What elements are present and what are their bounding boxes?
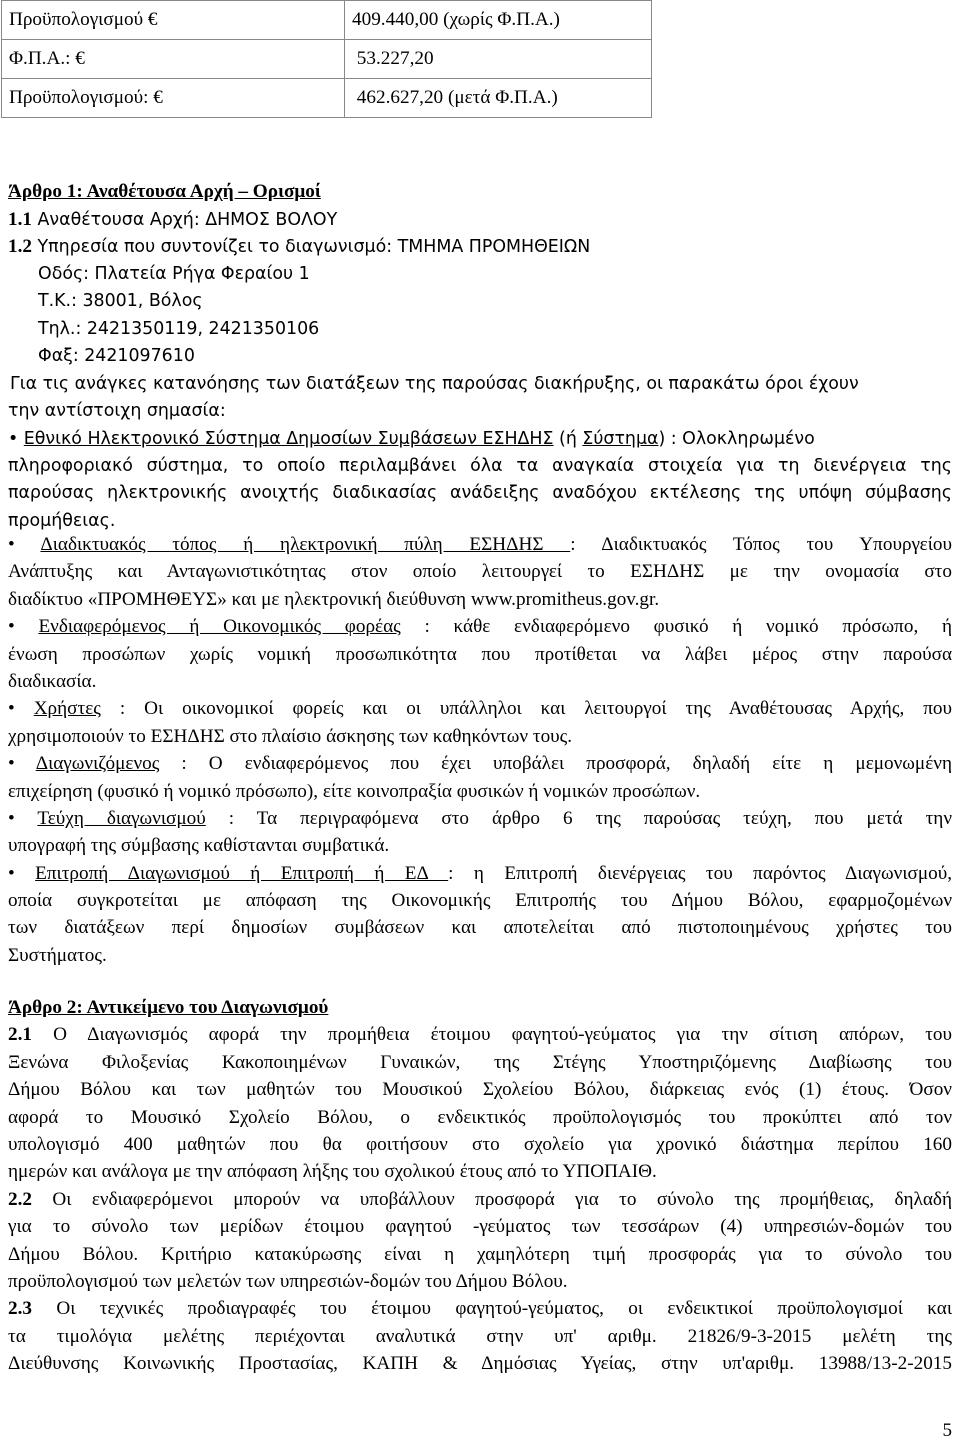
definition-text: ) : Ολοκληρωμένο <box>658 428 815 449</box>
paragraph-text: Ο Διαγωνισμός αφορά την προμήθεια έτοιμου φαγητού-γεύματος για την σίτιση απόρων, του <box>31 1024 952 1046</box>
definition-text: των διατάξεων περί δημοσίων συμβάσεων και αποτελείται από πιστοποιημένους χρήστες του <box>8 917 952 939</box>
paragraph-text: Οι ενδιαφερόμενοι μπορούν να υποβάλλουν προσφορά για το σύνολο της προμήθειας, δηλαδή <box>31 1188 952 1210</box>
definitions-intro: Για τις ανάγκες κατανόησης των διατάξεων της παρούσας διακήρυξης, οι παρακάτω όροι έχουν <box>10 373 859 394</box>
budget-value: 409.440,00 (χωρίς Φ.Π.Α.) <box>345 1 652 40</box>
definition-bidder <box>8 750 952 777</box>
definition-docs <box>8 805 952 832</box>
definition-text: : κάθε ενδιαφερόμενο φυσικό ή νομικό πρόσωπο, ή <box>400 616 952 638</box>
coordinating-service: 1.2 Υπηρεσία που συντονίζει το διαγωνισμό: ΤΜΗΜΑ ΠΡΟΜΗΘΕΙΩΝ <box>8 236 591 257</box>
definitions-intro-cont: την αντίστοιχη σημασία: <box>8 401 226 421</box>
definition-text: διαδικασία. <box>8 670 97 692</box>
paragraph-text: αφορά το Μουσικό Σχολείο Βόλου, ο ενδεικτικός προϋπολογισμός του προκύπτει από τον <box>8 1106 952 1128</box>
paragraph-number: 2.1 <box>8 1024 32 1046</box>
budget-label: Προϋπολογισμού: € <box>2 79 345 118</box>
postal-code: Τ.Κ.: 38001, Βόλος <box>38 291 203 311</box>
budget-value: 462.627,20 (μετά Φ.Π.Α.) <box>345 79 652 118</box>
budget-table <box>1 0 652 118</box>
paragraph-text: Δήμου Βόλου. Κριτήριο κατακύρωσης είναι η χαμηλότερη τιμή προσφοράς για το σύνολο του <box>8 1243 952 1265</box>
budget-row <box>2 40 652 79</box>
definition-text: πληροφοριακό σύστημα, το οποίο περιλαμβάνει όλα τα αναγκαία στοιχεία για τη διενέργεια της <box>8 456 952 476</box>
definition-text: : Οι οικονομικοί φορείς και οι υπάλληλοι και λειτουργοί της Αναθέτουσας Αρχής, που <box>100 698 952 720</box>
definition-text: : Ο ενδιαφερόμενος που έχει υποβάλει προσφορά, δηλαδή είτε η μεμονωμένη <box>159 753 952 775</box>
bullet: • <box>8 862 15 884</box>
budget-row <box>2 1 652 40</box>
bullet: • <box>8 534 15 555</box>
definition-esidis <box>8 426 952 454</box>
definition-text: Ανάπτυξης και Ανταγωνιστικότητας στον οποίο λειτουργεί το ΕΣΗΔΗΣ με την ονομασία στο <box>8 561 952 583</box>
definition-text: παρούσας ηλεκτρονικής ανοιχτής διαδικασίας ανάδειξης αναδόχου εκτέλεσης της υπόψη σύμβασης <box>8 483 952 504</box>
fax: Φαξ: 2421097610 <box>38 346 195 366</box>
paragraph-text: υπολογισμό 400 μαθητών που θα φοιτήσουν στο σχολείο για χρονικό διάστημα περίπου 160 <box>8 1133 952 1155</box>
definition-text: ένωση προσώπων χωρίς νομική προσωπικότητα που προτίθεται να λάβει μέρος στην παρούσα <box>8 643 952 665</box>
bullet: • <box>8 753 15 775</box>
paragraph-2-1 <box>8 1021 952 1048</box>
definition-text: προμήθειας. <box>8 510 116 531</box>
article1-header <box>8 178 952 535</box>
page-number: 5 <box>942 1420 952 1441</box>
definition-term: Τεύχη διαγωνισμού <box>37 807 206 829</box>
paragraph-number: 2.3 <box>8 1298 32 1320</box>
paragraph-2-3 <box>8 1295 952 1322</box>
article2 <box>8 994 952 1377</box>
definition-text: διαδίκτυο «ΠΡΟΜΗΘΕΥΣ» και με ηλεκτρονική διεύθυνση www.promitheus.gov.gr. <box>8 588 660 610</box>
bullet: • <box>8 428 19 449</box>
budget-value: 53.227,20 <box>345 40 652 79</box>
coordinating-service-text: Υπηρεσία που συντονίζει το διαγωνισμό: ΤΜΗΜΑ ΠΡΟΜΗΘΕΙΩΝ <box>31 237 591 257</box>
definition-term: Χρήστες <box>33 698 101 720</box>
article1-title: Άρθρο 1: Αναθέτουσα Αρχή – Ορισμοί <box>8 181 321 202</box>
definition-text: : η Επιτροπή διενέργειας του παρόντος Διαγωνισμού, <box>448 862 953 884</box>
definition-text: επιχείρηση (φυσικό ή νομικό πρόσωπο), είτε κοινοπραξία φυσικών ή νομικών προσώπων. <box>8 780 701 802</box>
bullet: • <box>8 616 15 638</box>
definition-interested <box>8 613 952 640</box>
definition-committee <box>8 860 952 887</box>
paragraph-text: για το σύνολο των μερίδων έτοιμου φαγητού -γεύματος των τεσσάρων (4) υπηρεσιών-δομών του <box>8 1216 952 1238</box>
definition-text: χρησιμοποιούν το ΕΣΗΔΗΣ στο πλαίσιο άσκησης των καθηκόντων τους. <box>8 725 573 747</box>
definition-portal <box>8 531 952 558</box>
phone: Τηλ.: 2421350119, 2421350106 <box>38 318 320 339</box>
paragraph-text: Δήμου Βόλου και των μαθητών του Μουσικού Σχολείου Βόλου, διάρκειας ενός (1) έτους. Όσον <box>8 1079 952 1101</box>
paragraph-text: Διεύθυνσης Κοινωνικής Προστασίας, ΚΑΠΗ & Δημόσιας Υγείας, στην υπ'αριθμ. 13988/13-2-2015 <box>8 1353 952 1375</box>
paragraph-text: Ξενώνα Φιλοξενίας Κακοποιημένων Γυναικών, της Στέγης Υποστηριζόμενης Διαβίωσης του <box>8 1051 952 1073</box>
definition-term: Εθνικό Ηλεκτρονικό Σύστημα Δημοσίων Συμβάσεων ΕΣΗΔΗΣ <box>23 428 554 449</box>
definition-term: Επιτροπή Διαγωνισμού ή Επιτροπή ή ΕΔ <box>35 862 449 884</box>
definition-text: : Τα περιγραφόμενα στο άρθρο 6 της παρούσας τεύχη, που μετά την <box>205 807 952 829</box>
bullet: • <box>8 698 15 720</box>
article2-title: Άρθρο 2: Αντικείμενο του Διαγωνισμού <box>8 997 329 1018</box>
definition-term: Διαγωνιζόμενος <box>35 753 160 775</box>
contracting-authority-text: Αναθέτουσα Αρχή: ΔΗΜΟΣ ΒΟΛΟΥ <box>31 209 338 230</box>
address: Οδός: Πλατεία Ρήγα Φεραίου 1 <box>38 263 310 284</box>
budget-label: Προϋπολογισμού € <box>2 1 345 40</box>
paragraph-text: προϋπολογισμού των μελετών των υπηρεσιών-δομών του Δήμου Βόλου. <box>8 1270 568 1292</box>
budget-label: Φ.Π.Α.: € <box>2 40 345 79</box>
paragraph-text: Οι τεχνικές προδιαγραφές του έτοιμου φαγητού-γεύματος, οι ενδεικτικοί προϋπολογισμοί και <box>31 1298 952 1320</box>
bullet: • <box>8 807 15 829</box>
definition-text: υπογραφή της σύμβασης καθίστανται συμβατικά. <box>8 835 390 857</box>
definition-text: : Διαδικτυακός Τόπος του Υπουργείου <box>570 534 952 555</box>
paragraph-text: τα τιμολόγια μελέτης περιέχονται αναλυτικά στην υπ' αριθμ. 21826/9-3-2015 μελέτη της <box>8 1325 952 1347</box>
paragraph-2-2 <box>8 1186 952 1213</box>
paragraph-text: ημερών και ανάλογα με την απόφαση λήξης του σχολικού έτους από το ΥΠΟΠΑΙΘ. <box>8 1161 657 1183</box>
budget-row <box>2 79 652 118</box>
definition-text: Συστήματος. <box>8 944 107 966</box>
paragraph-number: 2.2 <box>8 1188 32 1210</box>
definition-term: Διαδικτυακός τόπος ή ηλεκτρονική πύλη ΕΣΗΔΗΣ <box>40 534 571 555</box>
definitions-list <box>8 531 952 969</box>
definition-text: οποία συγκροτείται με απόφαση της Οικονομικής Επιτροπής του Δήμου Βόλου, εφαρμοζομένων <box>8 890 952 912</box>
definition-term-alt: Σύστημα <box>582 428 659 449</box>
definition-users <box>8 695 952 722</box>
definition-paren: (ή <box>553 428 583 449</box>
definition-term: Ενδιαφερόμενος ή Οικονομικός φορέας <box>38 616 401 638</box>
contracting-authority: 1.1 Αναθέτουσα Αρχή: ΔΗΜΟΣ ΒΟΛΟΥ <box>8 208 338 230</box>
